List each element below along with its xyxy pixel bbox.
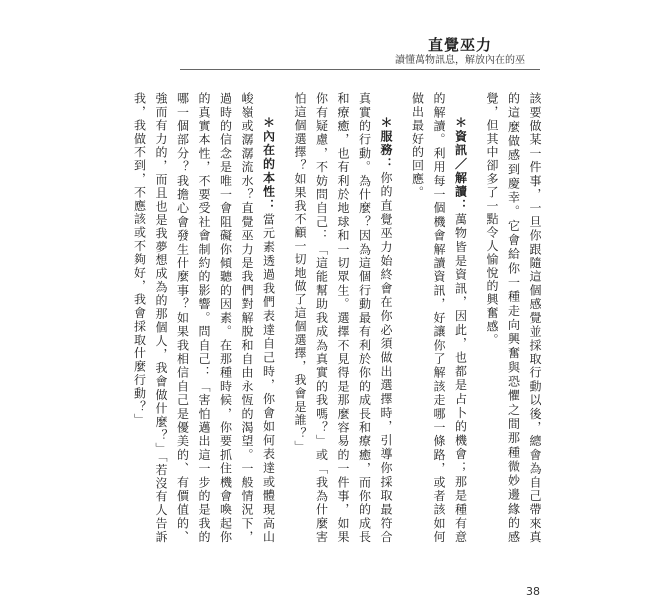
paragraph-inner-nature <box>128 92 279 544</box>
paragraph-text: 當元素透過我們表達自己時，你會如何表達或體現高山峻嶺或潺潺流水？直覺巫力是我們對解脫和自由永恆的渴望。一般情況下，過時的信念是唯一會阻礙你傾聽的因素。在那種時候，你要抓住機會喚起你的真實本性，不要受社會制約的影響。問自己：「害怕邁出這一步的是我的哪一個部分？我擔心會發生什麼事？如果我相信自己是優美的、有價值的、強而有力的，而且也是我夢想成為的那個人，我會做什麼？」「若沒有人告訴我，我做不到，不應該或不夠好，我會採取什麼行動？」 <box>132 92 276 544</box>
book-subtitle: 讀懂萬物訊息，解放內在的巫 <box>395 55 525 66</box>
book-title: 直覺巫力 <box>427 36 492 54</box>
paragraph-service <box>289 92 397 544</box>
body-text <box>132 92 545 544</box>
paragraph-text: 萬物皆是資訊，因此，也都是占卜的機會；那是種有意的解讀。利用每一個機會解讀資訊，好讓你了解該走哪一條路，或者該如何做出最好的回應。 <box>410 92 468 544</box>
term-label: ＊內在的本性： <box>261 116 276 213</box>
term-label: ＊資訊／解讀： <box>453 116 468 213</box>
paragraph-text: 你的直覺巫力始終會在你必須做出選擇時，引導你採取最符合真實的行動。為什麼？因為這個行動最有利於你的成長和療癒，而你的成長和療癒，也有利於地球和一切眾生。選擇不見得是那麼容易的一件事，如果你有疑慮，不妨問自己：「這能幫助我成為真實的我嗎？」或「我為什麼害怕這個選擇？如果我不顧一切地做了這個選擇，我會是誰？」 <box>293 92 393 544</box>
term-label: ＊服務： <box>379 116 393 172</box>
paragraph-continued <box>481 92 546 544</box>
header-rule <box>180 69 540 70</box>
running-header <box>380 36 540 67</box>
paragraph-text: 該要做某一件事，一旦你跟隨這個感覺並採取行動以後，總會為自己帶來真的這麼做感到慶幸。它會給你一種走向興奮與恐懼之間那種微妙邊緣的感覺，但其中卻多了一點令人愉悅的興奮感。 <box>485 92 542 544</box>
page-number: 38 <box>526 585 540 598</box>
paragraph-information <box>406 92 471 544</box>
